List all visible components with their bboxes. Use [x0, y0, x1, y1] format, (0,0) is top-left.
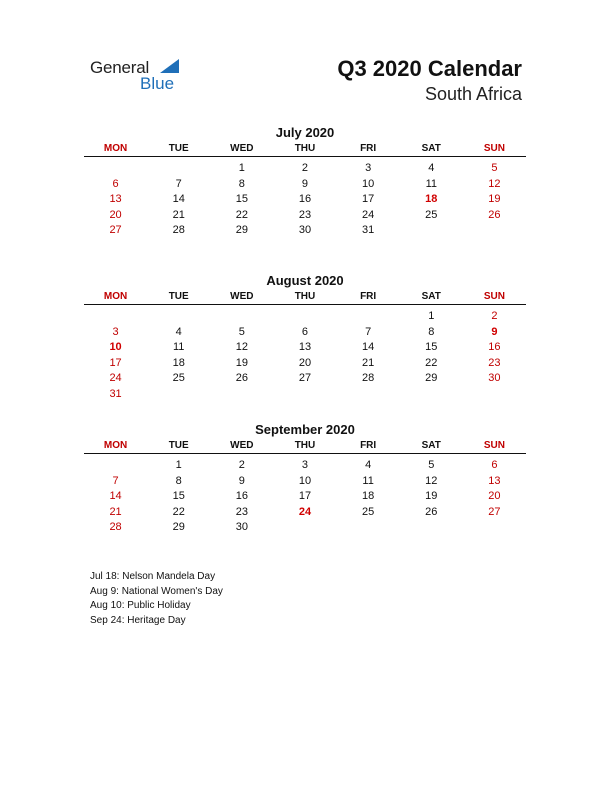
day-cell: 14	[109, 490, 122, 503]
day-cell: 23	[298, 208, 312, 221]
day-cell: 28	[109, 521, 122, 534]
day-cell: 7	[175, 177, 182, 190]
day-cell: 15	[235, 193, 248, 206]
weekday-label: FRI	[360, 440, 377, 451]
day-cell: 20	[488, 490, 501, 503]
day-cell	[84, 458, 147, 474]
week-row	[84, 356, 526, 372]
day-cell: 22	[425, 356, 438, 369]
month-title: August 2020	[266, 273, 344, 288]
day-cell: 5	[238, 325, 245, 338]
weekday-header-row	[84, 142, 526, 157]
day-cell: 5	[428, 459, 435, 471]
holiday-note: Sep 24: Heritage Day	[90, 614, 186, 626]
weekday-label: SUN	[483, 143, 505, 154]
day-cell	[210, 387, 273, 403]
day-cell: 16	[235, 490, 248, 503]
week-row	[84, 177, 526, 193]
week-row	[84, 325, 526, 341]
weekday-label: THU	[294, 291, 316, 302]
day-cell: 23	[235, 505, 248, 518]
day-cell: 11	[173, 341, 185, 354]
day-cell	[84, 161, 147, 177]
day-cell: 1	[428, 310, 435, 322]
week-row	[84, 340, 526, 356]
day-cell: 4	[175, 325, 182, 338]
day-cell: 19	[235, 356, 248, 369]
day-cell: 27	[109, 224, 122, 237]
week-row	[84, 474, 526, 490]
week-row	[84, 505, 526, 521]
day-cell: 18	[362, 490, 375, 503]
weekday-label: TUE	[168, 291, 189, 302]
weekday-label: THU	[294, 143, 316, 154]
day-cell: 28	[172, 224, 185, 237]
weekday-label: SAT	[421, 143, 441, 154]
day-cell	[273, 520, 336, 536]
weekday-label: THU	[294, 440, 316, 451]
day-cell: 17	[298, 490, 312, 503]
month-title: July 2020	[275, 125, 335, 140]
month-title: September 2020	[255, 422, 355, 437]
day-cell: 13	[298, 341, 312, 354]
day-cell: 13	[109, 193, 122, 206]
weekday-label: TUE	[168, 440, 189, 451]
day-cell: 15	[172, 490, 185, 503]
day-cell: 10	[298, 474, 312, 487]
day-cell	[337, 387, 400, 403]
day-cell: 25	[425, 208, 438, 221]
weeks	[84, 305, 526, 403]
day-cell	[400, 520, 463, 536]
day-cell: 19	[488, 193, 501, 206]
month-block	[84, 273, 526, 403]
week-row	[84, 489, 526, 505]
weekday-label: WED	[230, 291, 254, 302]
day-cell: 31	[109, 387, 122, 400]
weekday-label: SAT	[421, 291, 441, 302]
day-cell: 17	[362, 193, 375, 206]
day-cell: 24	[362, 208, 375, 221]
day-cell: 2	[238, 459, 245, 471]
weekday-label: MON	[103, 143, 128, 154]
day-cell: 3	[365, 162, 372, 174]
logo-triangle-icon	[160, 59, 179, 73]
day-cell: 11	[362, 474, 374, 487]
day-cell: 9	[238, 474, 245, 487]
day-cell: 24	[298, 505, 312, 518]
day-cell: 2	[491, 310, 498, 322]
day-cell: 3	[301, 459, 309, 471]
week-row	[84, 520, 526, 536]
day-cell	[337, 520, 400, 536]
weeks	[84, 454, 526, 536]
week-row	[84, 371, 526, 387]
day-cell: 30	[235, 521, 248, 534]
logo-blue-text: Blue	[140, 74, 175, 93]
day-cell: 26	[425, 505, 438, 518]
day-cell	[463, 520, 526, 536]
week-row	[84, 192, 526, 208]
weekday-header-row	[84, 439, 526, 454]
day-cell: 14	[362, 341, 375, 354]
week-row	[84, 458, 526, 474]
day-cell: 27	[488, 505, 501, 518]
day-cell: 18	[425, 193, 438, 206]
weekday-header-row	[84, 290, 526, 305]
day-cell: 11	[425, 177, 437, 190]
day-cell: 30	[488, 372, 501, 385]
holiday-note: Aug 9: National Women's Day	[90, 585, 223, 597]
day-cell: 1	[238, 162, 245, 174]
country-subtitle: South Africa	[424, 84, 522, 104]
day-cell	[210, 309, 273, 325]
day-cell: 6	[112, 177, 119, 190]
month-block	[84, 422, 526, 536]
month-block	[84, 125, 526, 239]
day-cell: 24	[109, 372, 122, 385]
day-cell: 12	[488, 177, 501, 190]
weekday-label: SUN	[483, 291, 505, 302]
day-cell: 5	[491, 162, 498, 174]
week-row	[84, 309, 526, 325]
day-cell	[147, 161, 210, 177]
day-cell: 9	[301, 177, 309, 190]
day-cell: 13	[488, 474, 501, 487]
day-cell	[147, 387, 210, 403]
day-cell: 7	[112, 474, 119, 487]
weekday-label: TUE	[168, 143, 189, 154]
logo-general-text: General	[90, 58, 150, 77]
day-cell: 22	[235, 208, 248, 221]
day-cell: 12	[425, 474, 438, 487]
day-cell	[400, 223, 463, 239]
day-cell: 26	[488, 208, 501, 221]
day-cell: 25	[362, 505, 375, 518]
day-cell	[463, 223, 526, 239]
week-row	[84, 161, 526, 177]
holiday-note: Jul 18: Nelson Mandela Day	[90, 571, 216, 582]
day-cell: 29	[425, 372, 438, 385]
day-cell: 1	[175, 459, 182, 471]
day-cell: 8	[238, 177, 245, 190]
weekday-label: WED	[230, 143, 254, 154]
weekday-label: SUN	[483, 440, 505, 451]
day-cell: 9	[491, 325, 498, 338]
week-row	[84, 387, 526, 403]
day-cell: 21	[109, 505, 122, 518]
day-cell	[147, 309, 210, 325]
day-cell	[273, 309, 336, 325]
day-cell: 3	[112, 325, 119, 338]
day-cell: 29	[235, 224, 248, 237]
day-cell: 29	[172, 521, 185, 534]
day-cell	[337, 309, 400, 325]
day-cell: 14	[172, 193, 185, 206]
day-cell	[273, 387, 336, 403]
weekday-label: WED	[230, 440, 254, 451]
day-cell: 23	[488, 356, 501, 369]
holiday-note: Aug 10: Public Holiday	[90, 600, 191, 611]
day-cell: 16	[298, 193, 312, 206]
day-cell: 10	[362, 177, 375, 190]
day-cell: 10	[109, 341, 122, 354]
weekday-label: SAT	[421, 440, 441, 451]
day-cell: 18	[172, 356, 185, 369]
holiday-notes	[90, 570, 223, 628]
day-cell: 22	[172, 505, 185, 518]
day-cell: 17	[109, 356, 122, 369]
weekday-label: MON	[103, 440, 128, 451]
day-cell: 30	[298, 224, 312, 237]
day-cell: 6	[491, 459, 498, 471]
day-cell: 2	[301, 162, 309, 174]
day-cell: 7	[365, 325, 372, 338]
day-cell: 20	[109, 208, 122, 221]
day-cell: 19	[425, 490, 438, 503]
weekday-label: FRI	[360, 291, 377, 302]
day-cell: 15	[425, 341, 438, 354]
day-cell: 6	[301, 325, 309, 338]
day-cell: 28	[362, 372, 375, 385]
day-cell: 27	[298, 372, 312, 385]
day-cell: 12	[235, 341, 248, 354]
day-cell: 4	[428, 162, 435, 174]
day-cell: 4	[365, 459, 372, 471]
day-cell: 21	[362, 356, 375, 369]
week-row	[84, 208, 526, 224]
day-cell: 20	[298, 356, 312, 369]
day-cell: 25	[172, 372, 185, 385]
day-cell: 8	[175, 474, 182, 487]
day-cell: 31	[362, 224, 375, 237]
generalblue-logo	[90, 56, 190, 92]
day-cell: 26	[235, 372, 248, 385]
day-cell: 16	[488, 341, 501, 354]
day-cell	[463, 387, 526, 403]
day-cell	[84, 309, 147, 325]
day-cell: 8	[428, 325, 435, 338]
weekday-label: FRI	[360, 143, 377, 154]
weekday-label: MON	[103, 291, 128, 302]
day-cell	[400, 387, 463, 403]
page-title: Q3 2020 Calendar	[337, 56, 522, 81]
day-cell: 21	[172, 208, 185, 221]
week-row	[84, 223, 526, 239]
weeks	[84, 157, 526, 239]
